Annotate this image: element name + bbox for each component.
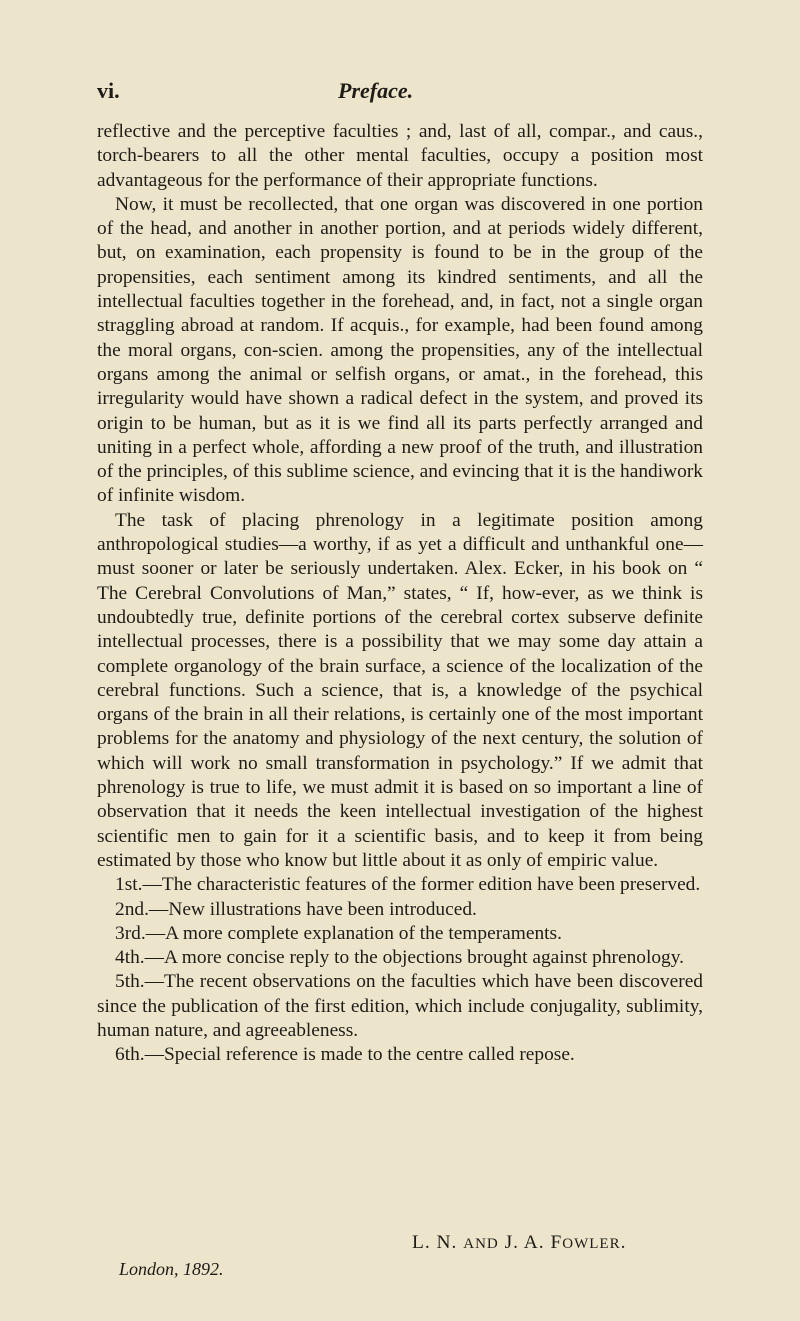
paragraph: The task of placing phrenology in a legitimate position among anthropological studies—a worthy, if as yet a difficult and unthankful one—must sooner or later be seriously undertaken. Alex. Ecker, in his book on “ The Cerebral Convolutions of Man,” states, “ If, how-ever, as we think is undoubtedly true, definite portions of the cerebral cortex subserve definite intellectual processes, there is a possibility that we may some day attain a complete organology of the brain surface, a science of the localization of the cerebral functions. Such a science, that is, a knowledge of the psychical organs of the brain in all their relations, is certainly one of the most important problems for the anatomy and physiology of the next century, the solution of which will work no small transformation in psychology.” If we admit that phrenology is true to life, we must admit it is based on so important a line of observation that it needs the keen intellectual investigation of the highest scientific men to gain for it a scientific basis, and to keep it from being estimated by those who know but little about it as only of empiric value. xyxy=(97,509,703,871)
list-item: 3rd.—A more complete explanation of the temperaments. xyxy=(115,922,562,944)
list-item: 4th.—A more concise reply to the objections brought against phrenology. xyxy=(115,947,685,969)
signature-part: OWLER xyxy=(562,1236,621,1252)
paragraph: Now, it must be recollected, that one organ was discovered in one portion of the head, and another in another portion, and at periods widely different, but, on examination, each propensity is found to be in the group of the propensities, each sentiment among its kindred sentiments, and all the intellectual faculties together in the forehead, and, in fact, not a single organ straggling abroad at random. If acquis., for example, had been found among the moral organs, con-scien. among the propensities, any of the intellectual organs among the animal or selfish organs, or amat., in the forehead, this irregularity would have shown a radical defect in the system, and proved its origin to be human, but as it is we find all its parts perfectly arranged and uniting in a perfect whole, affording a new proof of the truth, and illustration of the principles, of this sublime science, and evincing that it is the handiwork of infinite wisdom. xyxy=(97,193,703,507)
page-number: vi. xyxy=(97,78,120,103)
list-item: 5th.—The recent observations on the faculties which have been discovered since the publication of the first edition, which include conjugality, sublimity, human nature, and agreeableness. xyxy=(97,971,703,1041)
signature-part: . xyxy=(620,1232,627,1253)
body-text xyxy=(97,120,703,1068)
list-item: 6th.—Special reference is made to the centre called repose. xyxy=(115,1044,575,1066)
signature-part: L. N. xyxy=(412,1232,464,1253)
signature-part: J. A. F xyxy=(498,1232,563,1253)
list-item: 1st.—The characteristic features of the former edition have been preserved. xyxy=(115,874,701,896)
page-header xyxy=(0,78,800,108)
author-signature xyxy=(412,1232,626,1254)
signature-and: AND xyxy=(463,1236,499,1252)
place-date: London, 1892. xyxy=(119,1259,224,1279)
list-item: 2nd.—New illustrations have been introduced. xyxy=(115,898,477,920)
running-title: Preface. xyxy=(338,78,414,103)
paragraph: reflective and the perceptive faculties ; and, last of all, compar., and caus., torch-bearers to all the other mental faculties, occupy a position most advantageous for the performance of their appropriate functions. xyxy=(97,121,703,191)
